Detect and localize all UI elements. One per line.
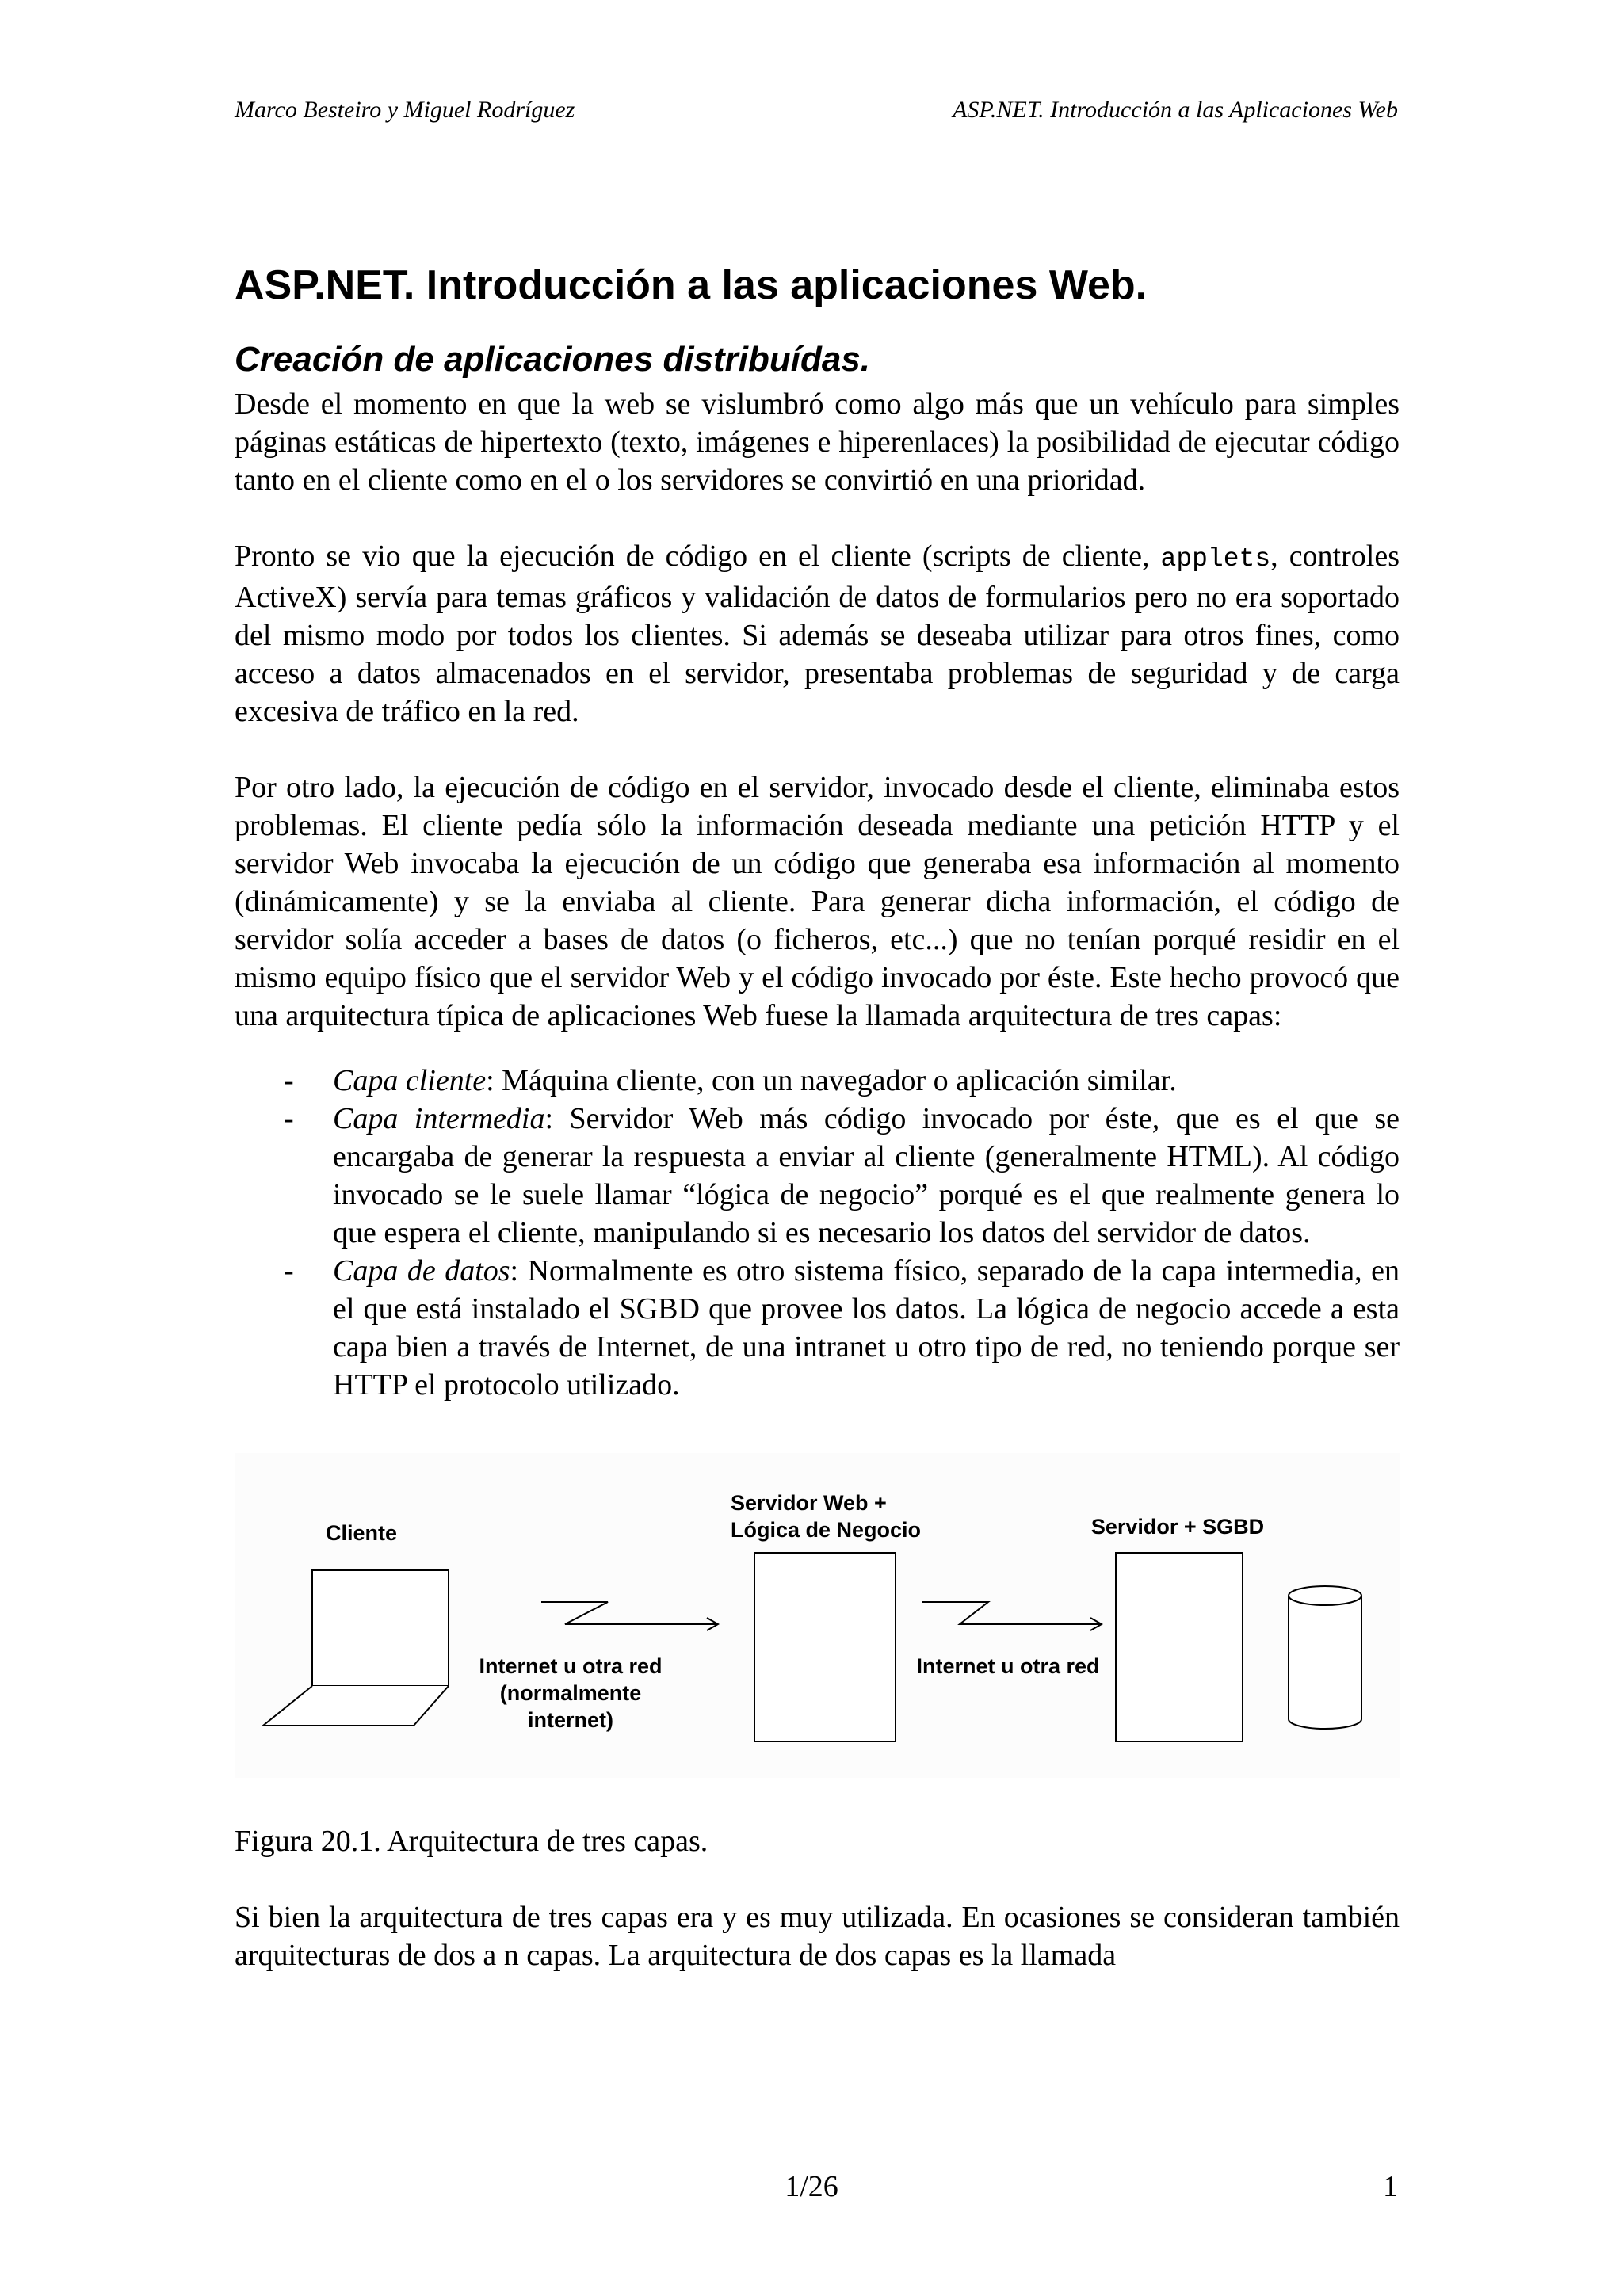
desc-capa-intermedia: : Servidor Web más código invocado por éste, que es el que se encargaba de generar la respuesta a enviar al cliente (generalmente HTML). Al código invocado se le suele llamar “lógica de negocio” porqué es el que realmente genera lo que espera el cliente, manipulando si es necesario los datos del servidor de datos.: [333, 1102, 1400, 1249]
paragraph-2: [235, 537, 1400, 730]
paragraph-1: Desde el momento en que la web se vislumbró como algo más que un vehículo para simples páginas estáticas de hipertexto (texto, imágenes e hiperenlaces) la posibilidad de ejecutar código tanto en el cliente como en el o los servidores se convirtió en una prioridad.: [235, 387, 1400, 497]
paragraph-2-start: Pronto se vio que la ejecución de código en el cliente (scripts de cliente,: [235, 540, 1161, 573]
code-term-applets: applets: [1160, 544, 1271, 574]
link1-label-line1: Internet u otra red: [479, 1654, 663, 1678]
running-header-title: ASP.NET. Introducción a las Aplicaciones Web: [953, 97, 1398, 123]
desc-capa-cliente: : Máquina cliente, con un navegador o aplicación similar.: [486, 1064, 1177, 1097]
running-header-authors: Marco Besteiro y Miguel Rodríguez: [235, 97, 575, 123]
list-dash: -: [284, 1064, 294, 1097]
term-capa-intermedia: Capa intermedia: [333, 1102, 545, 1135]
layer-list: [235, 1062, 1400, 1404]
db-server-label: Servidor + SGBD: [1090, 1515, 1265, 1539]
list-dash: -: [284, 1102, 294, 1135]
page-title: ASP.NET. Introducción a las aplicaciones Web.: [235, 262, 1148, 308]
list-dash: -: [284, 1254, 294, 1287]
page-number: 1: [1383, 2170, 1398, 2203]
database-cylinder-icon: [1289, 1586, 1361, 1729]
list-item-capa-intermedia: [235, 1100, 1400, 1252]
figure-caption: Figura 20.1. Arquitectura de tres capas.: [235, 1825, 708, 1858]
desc-capa-datos: : Normalmente es otro sistema físico, separado de la capa intermedia, en el que está instalado el SGBD que provee los datos. La lógica de negocio accede a esta capa bien a través de Internet, de una intranet u otro tipo de red, no teniendo porque ser HTTP el protocolo utilizado.: [333, 1254, 1400, 1402]
page-indicator: 1/26: [785, 2170, 838, 2203]
architecture-diagram: [235, 1453, 1400, 1778]
section-subtitle: Creación de aplicaciones distribuídas.: [235, 340, 871, 379]
term-capa-cliente: Capa cliente: [333, 1064, 487, 1097]
closing-paragraph: Si bien la arquitectura de tres capas era y es muy utilizada. En ocasiones se consideran también arquitecturas de dos a n capas. La arquitectura de dos capas es la llamada: [235, 1901, 1400, 1972]
term-capa-datos: Capa de datos: [333, 1254, 510, 1287]
main-content: [235, 261, 1400, 1974]
web-server-label-line1: Servidor Web +: [731, 1491, 887, 1515]
list-item-capa-cliente: [235, 1062, 1400, 1100]
web-server-box: [754, 1553, 896, 1741]
list-item-capa-datos: [235, 1252, 1400, 1404]
web-server-label-line2: Lógica de Negocio: [731, 1518, 922, 1542]
paragraph-3: Por otro lado, la ejecución de código en el servidor, invocado desde el cliente, eliminaba estos problemas. El cliente pedía sólo la información deseada mediante una petición HTTP y el servidor Web invocaba la ejecución de un código que generaba esa información al momento (dinámicamente) y se la enviaba al cliente. Para generar dicha información, el código de servidor solía acceder a bases de datos (o ficheros, etc...) que no tenían porqué residir en el mismo equipo físico que el servidor Web y el código invocado por éste. Este hecho provocó que una arquitectura típica de aplicaciones Web fuese la llamada arquitectura de tres capas:: [235, 771, 1400, 1032]
link2-label: Internet u otra red: [916, 1654, 1100, 1678]
db-server-box: [1116, 1553, 1243, 1741]
paragraph-2-end: , controles ActiveX) servía para temas gráficos y validación de datos de formularios pero no era soportado del mismo modo por todos los clientes. Si además se deseaba utilizar para otros fines, como acceso a datos almacenados en el servidor, presentaba problemas de seguridad y de carga excesiva de tráfico en la red.: [235, 540, 1400, 728]
link1-label-line2: (normalmente: [499, 1681, 642, 1705]
link1-label-line3: internet): [528, 1708, 613, 1732]
three-tier-figure: [235, 1453, 1400, 1778]
client-label: Cliente: [325, 1521, 398, 1545]
